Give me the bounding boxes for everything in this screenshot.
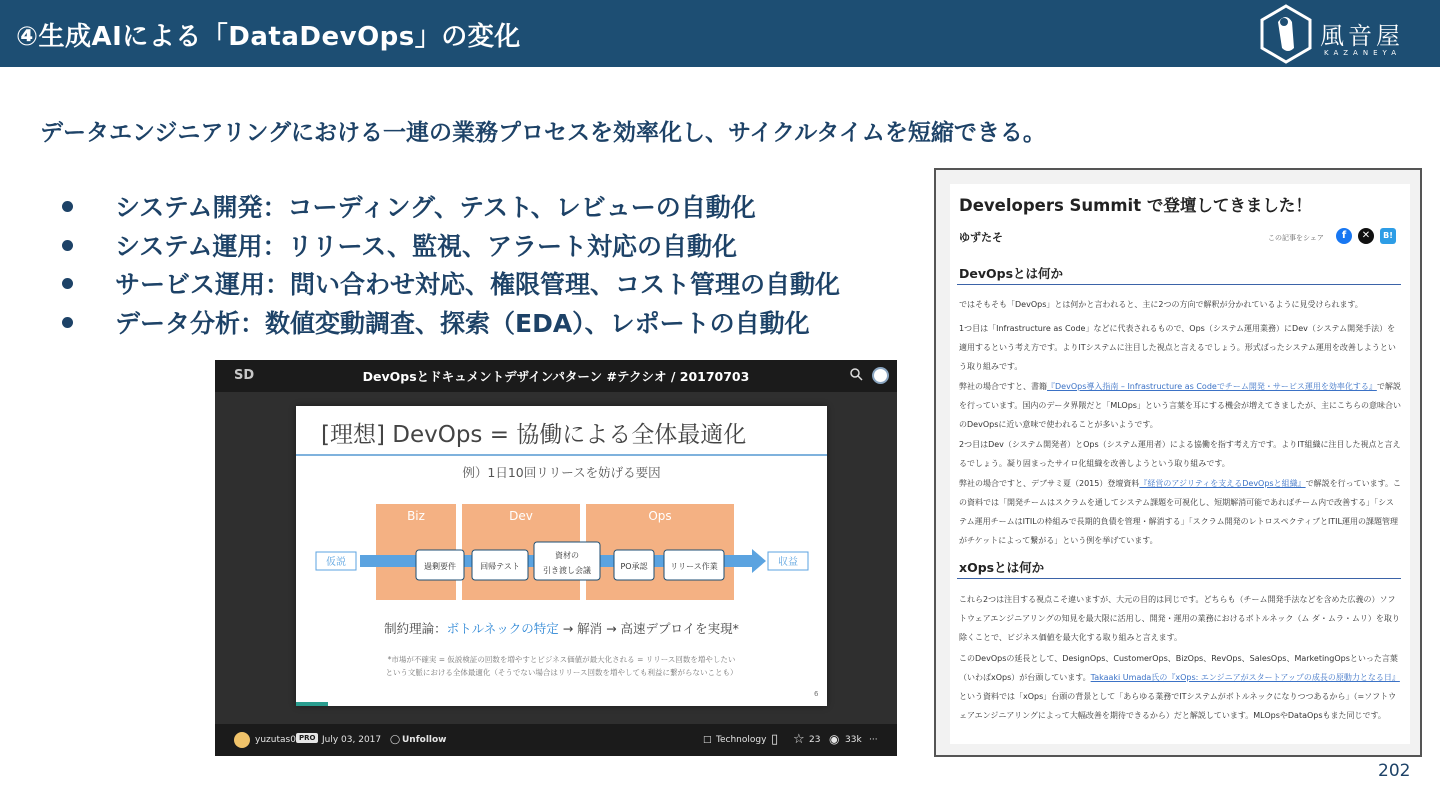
page-title: ④生成AIによる「DataDevOps」の変化	[16, 22, 521, 52]
paragraph	[959, 649, 1401, 725]
user-avatar[interactable]	[234, 732, 250, 748]
paragraph-text: 弊社の場合ですと、書籍	[959, 382, 1047, 391]
unfollow-button[interactable]: Unfollow	[402, 735, 447, 745]
bullet-list	[60, 188, 840, 342]
lane-dev-label: Dev	[509, 509, 533, 523]
headline: データエンジニアリングにおける一連の業務プロセスを効率化し、サイクルタイムを短縮できる。	[40, 120, 1046, 146]
bubble-label: 過剰要件	[424, 562, 456, 571]
viewer-title: DevOpsとドキュメントデザインパターン #テクシオ / 20170703	[362, 369, 750, 384]
bubble-label: PO承認	[620, 562, 648, 571]
bookmark-icon[interactable]: ▯	[771, 732, 779, 747]
theory-prefix: 制約理論：	[384, 621, 447, 636]
facebook-icon[interactable]: f	[1336, 228, 1352, 244]
slide-footnote: *市場が不確実 = 仮説検証の回数を増やすとビジネス価値が最大化される = リリース回数を増やしたい	[387, 655, 736, 664]
article-body	[950, 184, 1410, 744]
slide-subtitle: 例）1日10回リリースを妨げる要因	[462, 465, 661, 480]
theory-highlight: ボトルネックの特定	[446, 621, 559, 636]
slides-link[interactable]: 『経営のアジリティを支えるDevOpsと組織』	[1139, 479, 1306, 488]
kazaneya-emblem-icon	[1258, 4, 1314, 64]
bullet-dot-icon	[62, 278, 73, 289]
start-label: 仮説	[326, 557, 346, 568]
bullet-text: システム開発：コーディング、テスト、レビューの自動化	[115, 193, 756, 222]
bullet-item	[60, 188, 840, 227]
paragraph-text: で解説を行っています。この資料では「開発チームはスクラムを通してシステム課題を可視化し、短期解消可能であればチーム内で改善する」「システム運用チームはITILの枠組みで長期的負債を管理・解消する」「スクラム開発のレトロスペクティブとITIL運用の課題管理がチケットによって繋がる」という例を挙げています。	[959, 479, 1401, 545]
bullet-text: データ分析：数値変動調査、探索（EDA）、レポートの自動化	[115, 308, 810, 338]
logo-text: 風音屋	[1320, 22, 1404, 50]
lane-biz-label: Biz	[407, 509, 425, 523]
paragraph-text: このDevOpsの延長として、DesignOps、CustomerOps、BizOps、RevOps、SalesOps、MarketingOpsといった言葉（いわばxOps）が台頭しています。	[959, 654, 1398, 682]
lane-ops-label: Ops	[648, 509, 672, 523]
star-icon[interactable]: ☆	[793, 732, 805, 747]
slide-page-number: 6	[814, 690, 819, 698]
bullet-text: システム運用：リリース、監視、アラート対応の自動化	[115, 231, 738, 261]
header-bar	[0, 0, 1440, 67]
publish-date: July 03, 2017	[322, 735, 382, 745]
viewer-bottom-bar	[215, 724, 897, 756]
bullet-item	[60, 227, 840, 266]
bubble-label: 資材の	[555, 551, 579, 560]
folder-icon: □	[703, 735, 712, 745]
paragraph	[959, 377, 1401, 434]
bullet-dot-icon	[62, 201, 73, 212]
bullet-item	[60, 265, 840, 304]
bubble-label: 回帰テスト	[480, 562, 520, 571]
bullet-item	[60, 304, 840, 343]
xops-link[interactable]: Takaaki Umada氏の『xOps: エンジニアがスタートアップの成長の原動力となる日』	[1090, 673, 1400, 682]
user-name[interactable]: yuzutas0	[255, 735, 296, 745]
slide-title: [理想] DevOps = 協働による全体最適化	[321, 422, 747, 448]
logo-subtext: KAZANEYA	[1324, 49, 1402, 57]
theory-line	[296, 619, 827, 637]
kazaneya-logo	[1258, 4, 1418, 64]
paragraph: これら2つは注目する視点こそ違いますが、大元の目的は同じです。どちらも（チーム開発手法などを含めた広義の）ソフトウェアエンジニアリングの知見を最大限に活用し、開発・運用の業務におけるボトルネック（ム ダ・ムラ・ムリ）を取り除くことで、ビジネス価値を最大化する取り組みと言えます。	[959, 595, 1400, 642]
viewer-avatar[interactable]	[872, 367, 889, 384]
bullet-dot-icon	[62, 240, 73, 251]
theory-suffix: → 解消 → 高速デプロイを実現*	[558, 621, 739, 636]
bubble-label: リリース作業	[670, 562, 718, 571]
section-underline	[957, 578, 1401, 579]
slide-progress-bar	[296, 702, 328, 706]
category-link[interactable]: Technology	[716, 735, 767, 745]
paragraph-text: で解説を行っています。国内のデータ界隈だと「MLOps」という言葉を耳にする機会が増えてきましたが、主にこちらの意味合いのDevOpsに近い意味で使われることが多いようです。	[959, 382, 1401, 429]
x-icon[interactable]: ✕	[1358, 228, 1374, 244]
eye-icon: ◉	[829, 732, 840, 746]
slide-viewer-embed	[215, 360, 897, 756]
paragraph-text: という資料では「xOps」台頭の背景として「あらゆる業務でITシステムがボトルネックになりつつあるから」（=ソフトウェアエンジニアリングによって大幅改善を期待できるから）だと解説しています。MLOpsやDataOpsもまた同じです。	[959, 692, 1397, 720]
bullet-dot-icon	[62, 317, 73, 328]
search-icon[interactable]	[849, 367, 863, 381]
paragraph-text: 弊社の場合ですと、デブサミ夏（2015）登壇資料	[959, 479, 1140, 488]
speakerdeck-logo: SD	[234, 368, 255, 383]
view-count: 33k	[845, 735, 862, 745]
section-heading-xops: xOpsとは何か	[959, 560, 1045, 575]
bubble-label: 引き渡し会議	[543, 566, 591, 575]
book-link[interactable]: 『DevOps導入指南 – Infrastructure as Codeでチーム開発・サービス運用を効率化する』	[1047, 382, 1377, 391]
paragraph: 1つ目は「Infrastructure as Code」などに代表されるもので、Ops（システム運用業務）にDev（システム開発手法）を適用するという考え方です。よりITシステムに注目した視点と言えるでしょう。形式ばったシステム運用を改善しようという取り組みです。	[959, 324, 1396, 371]
section-heading-devops: DevOpsとは何か	[959, 266, 1064, 281]
article-author[interactable]: ゆずたそ	[959, 231, 1003, 244]
bullet-text: サービス運用：問い合わせ対応、権限管理、コスト管理の自動化	[115, 270, 841, 299]
share-label: この記事をシェア	[1268, 234, 1324, 242]
pro-badge: PRO	[296, 733, 318, 743]
slide-divider	[296, 454, 827, 456]
end-label: 収益	[778, 557, 798, 568]
paragraph: ではそもそも「DevOps」とは何かと言われると、主に2つの方向で解釈が分かれているように見受けられます。	[959, 300, 1363, 309]
more-button[interactable]: ···	[869, 735, 878, 745]
star-count: 23	[809, 735, 821, 745]
devops-flow-diagram	[296, 502, 827, 612]
article-title: Developers Summit で登壇してきました！	[959, 196, 1312, 215]
hatena-icon[interactable]: B!	[1380, 228, 1396, 244]
flow-arrow-head	[752, 549, 766, 573]
slide-footnote: という文脈における全体最適化（そうでない場合はリリース回数を増やしても利益に繋がらないことも）	[385, 668, 738, 677]
paragraph	[959, 474, 1401, 550]
slide	[296, 406, 827, 706]
unfollow-icon: ◯	[390, 735, 401, 745]
article-screenshot	[934, 168, 1422, 757]
viewer-top-bar	[215, 360, 897, 392]
page-number: 202	[1378, 761, 1411, 781]
section-underline	[957, 284, 1401, 285]
paragraph: 2つ目はDev（システム開発者）とOps（システム運用者）による協働を指す考え方です。よりIT組織に注目した視点と言えるでしょう。凝り固まったサイロ化組織を改善しようという取り組みです。	[959, 440, 1401, 468]
